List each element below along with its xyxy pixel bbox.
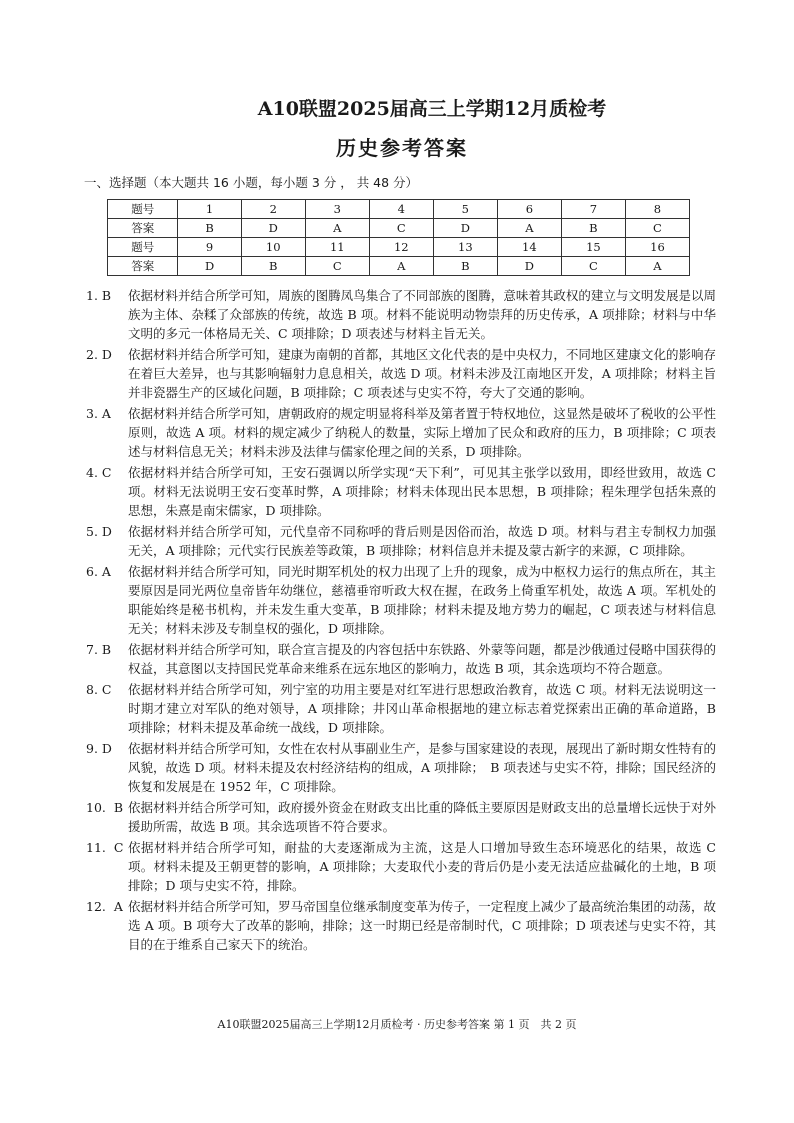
item-text: 依据材料并结合所学可知，建康为南朝的首都，其地区文化代表的是中央权力，不同地区建康文化的影响存在着巨大差异，也与其影响辐射力息息相关，故选 D 项。材料未涉及江南地区开发，A 项排除；材料主旨并非瓷器生产的区域化问题，B 项排除；C 项表述与史实不符，夸大了交通的影响。 [128, 347, 716, 400]
item-number: 9. D [86, 741, 112, 756]
item-text: 依据材料并结合所学可知，唐朝政府的规定明显将科举及第者置于特权地位，这显然是破坏了税收的公平性原则，故选 A 项。材料的规定减少了纳税人的数量，实际上增加了民众和政府的压力，B 项排除；C 项表述与材料信息无关；材料未涉及法律与儒家伦理之间的关系，D 项排除。 [128, 406, 716, 459]
question-number: 12 [369, 238, 433, 257]
list-item [86, 345, 716, 402]
page-footer: A10联盟2025届高三上学期12月质检考 · 历史参考答案 第 1 页 共 2 页 [217, 1018, 577, 1031]
item-number: 3. A [86, 406, 111, 421]
question-number: 11 [305, 238, 369, 257]
list-item [86, 798, 716, 836]
section-heading: 一、选择题（本大题共 16 小题，每小题 3 分 ， 共 48 分） [84, 175, 419, 190]
question-number: 1 [178, 200, 241, 219]
row-label-number: 题号 [108, 200, 178, 219]
item-text: 依据材料并结合所学可知，耐盐的大麦逐渐成为主流，这是人口增加导致生态环境恶化的结果，故选 C 项。材料未提及王朝更替的影响，A 项排除；大麦取代小麦的背后仍是小麦无法适应盐碱化的土地，B 项排除；D 项与史实不符，排除。 [128, 840, 716, 893]
answer-table [107, 199, 690, 276]
question-number: 15 [561, 238, 625, 257]
answer-cell: C [561, 257, 625, 276]
question-number: 6 [497, 200, 561, 219]
answer-cell: C [369, 219, 433, 238]
answer-cell: C [305, 257, 369, 276]
question-number: 10 [241, 238, 305, 257]
row-label-answer: 答案 [108, 219, 178, 238]
question-number: 2 [241, 200, 305, 219]
answer-cell: B [561, 219, 625, 238]
item-text: 依据材料并结合所学可知，列宁室的功用主要是对红军进行思想政治教育，故选 C 项。材料无法说明这一时期才建立对军队的绝对领导，A 项排除；井冈山革命根据地的建立标志着党探索出正确的革命道路，B 项排除；材料未提及革命统一战线，D 项排除。 [128, 682, 716, 735]
question-number: 8 [625, 200, 689, 219]
item-text: 依据材料并结合所学可知，女性在农村从事副业生产，是参与国家建设的表现，展现出了新时期女性特有的风貌，故选 D 项。材料未提及农村经济结构的组成，A 项排除； B 项表述与史实不符，排除；国民经济的恢复和发展是在 1952 年，C 项排除。 [128, 741, 716, 794]
question-number: 4 [369, 200, 433, 219]
item-text: 依据材料并结合所学可知，元代皇帝不同称呼的背后则是因俗而治，故选 D 项。材料与君主专制权力加强无关，A 项排除；元代实行民族差等政策，B 项排除；材料信息并未提及蒙古新字的来源，C 项排除。 [128, 524, 716, 558]
item-number: 7. B [86, 642, 112, 657]
item-number: 1. B [86, 288, 112, 303]
document-title: A10联盟2025届高三上学期12月质检考 [257, 98, 607, 120]
list-item [86, 286, 716, 343]
answer-cell: B [241, 257, 305, 276]
item-text: 依据材料并结合所学可知，王安石强调以所学实现“天下利”，可见其主张学以致用，即经世致用，故选 C 项。材料无法说明王安石变革时弊，A 项排除；材料未体现出民本思想，B 项排除；程朱理学包括朱熹的思想，朱熹是南宋儒家，D 项排除。 [128, 465, 716, 518]
document-subtitle: 历史参考答案 [336, 136, 468, 160]
table-row-answers-1 [108, 219, 690, 238]
list-item [86, 404, 716, 461]
question-number: 7 [561, 200, 625, 219]
question-number: 3 [305, 200, 369, 219]
list-item [86, 680, 716, 737]
item-number: 10. B [86, 800, 124, 815]
item-text: 依据材料并结合所学可知，联合宣言提及的内容包括中东铁路、外蒙等问题，都是沙俄通过侵略中国获得的权益，其意图以支持国民党革命来维系在远东地区的影响力，故选 B 项，其余选项均不符合题意。 [128, 642, 716, 676]
item-number: 11. C [86, 840, 124, 855]
item-number: 4. C [86, 465, 112, 480]
item-number: 8. C [86, 682, 112, 697]
list-item [86, 562, 716, 638]
answer-cell: B [178, 219, 241, 238]
list-item [86, 739, 716, 796]
answer-cell: D [241, 219, 305, 238]
answer-explanations [86, 286, 716, 956]
item-number: 2. D [86, 347, 112, 362]
answer-cell: A [497, 219, 561, 238]
item-number: 5. D [86, 524, 112, 539]
table-row-numbers-1 [108, 200, 690, 219]
question-number: 14 [497, 238, 561, 257]
table-row-answers-2 [108, 257, 690, 276]
list-item [86, 522, 716, 560]
question-number: 16 [625, 238, 689, 257]
row-label-number: 题号 [108, 238, 178, 257]
answer-cell: B [433, 257, 497, 276]
question-number: 5 [433, 200, 497, 219]
row-label-answer: 答案 [108, 257, 178, 276]
item-text: 依据材料并结合所学可知，同光时期军机处的权力出现了上升的现象，成为中枢权力运行的焦点所在，其主要原因是同光两位皇帝皆年幼继位，慈禧垂帘听政大权在握，在政务上倚重军机处，故选 A 项。军机处的职能始终是秘书机构，并未发生重大变革，B 项排除；材料未提及地方势力的崛起，C 项表述与材料信息无关；材料未涉及专制皇权的强化，D 项排除。 [128, 564, 716, 636]
list-item [86, 463, 716, 520]
table-row-numbers-2 [108, 238, 690, 257]
answer-cell: A [305, 219, 369, 238]
item-text: 依据材料并结合所学可知，周族的图腾凤鸟集合了不同部族的图腾，意味着其政权的建立与文明发展是以周族为主体、杂糅了众部族的传统，故选 B 项。材料不能说明动物崇拜的历史传承，A 项排除；材料与中华文明的多元一体格局无关、C 项排除；D 项表述与材料主旨无关。 [128, 288, 716, 341]
item-text: 依据材料并结合所学可知，政府援外资金在财政支出比重的降低主要原因是财政支出的总量增长远快于对外援助所需，故选 B 项。其余选项皆不符合要求。 [128, 800, 716, 834]
list-item [86, 640, 716, 678]
answer-cell: A [369, 257, 433, 276]
question-number: 13 [433, 238, 497, 257]
answer-cell: C [625, 219, 689, 238]
list-item [86, 838, 716, 895]
item-number: 12. A [86, 899, 123, 914]
answer-cell: A [625, 257, 689, 276]
item-number: 6. A [86, 564, 111, 579]
answer-cell: D [178, 257, 241, 276]
question-number: 9 [178, 238, 241, 257]
answer-cell: D [497, 257, 561, 276]
item-text: 依据材料并结合所学可知，罗马帝国皇位继承制度变革为传子，一定程度上减少了最高统治集团的动荡，故选 A 项。B 项夸大了改革的影响，排除；这一时期已经是帝制时代，C 项排除；D 项表述与史实不符，其目的在于维系自己家天下的统治。 [128, 899, 716, 952]
answer-cell: D [433, 219, 497, 238]
list-item [86, 897, 716, 954]
